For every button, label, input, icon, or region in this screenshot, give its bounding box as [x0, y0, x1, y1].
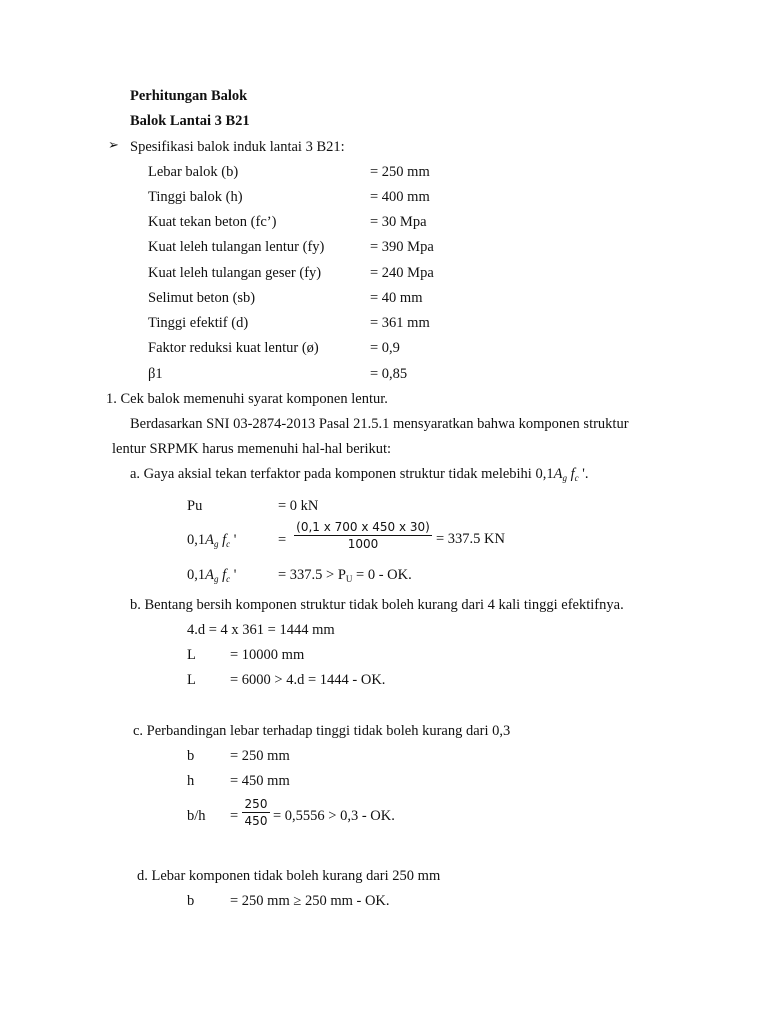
paragraph-line: lentur SRPMK harus memenuhi hal-hal berikut:	[112, 441, 392, 457]
fraction-numerator: (0,1 x 700 x 450 x 30)	[294, 520, 432, 536]
fraction-numerator: 250	[242, 797, 270, 813]
effective-depth-calc: 4.d = 4 x 361 = 1444 mm	[187, 622, 335, 638]
span-label: L	[187, 647, 196, 663]
axial-check-formula: $0,1A_g$ $f_c$ '	[187, 567, 237, 584]
spec-heading: Spesifikasi balok induk lantai 3 B21:	[130, 139, 345, 155]
spec-label: Kuat leleh tulangan geser (fy)	[148, 265, 322, 281]
spec-label: Lebar balok (b)	[148, 164, 239, 180]
axial-formula: $0,1A_g$ $f_c$ '	[187, 532, 237, 549]
spec-label: Kuat leleh tulangan lentur (fy)	[148, 239, 325, 255]
fraction-denominator: 450	[244, 814, 268, 828]
width-label: b	[187, 893, 195, 909]
ratio-label: b/h	[187, 808, 206, 824]
height-value: = 450 mm	[230, 773, 290, 789]
span-check: = 6000 > 4.d = 1444 - OK.	[230, 672, 386, 688]
criterion-b: b. Bentang bersih komponen struktur tidak boleh kurang dari 4 kali tinggi efektifnya.	[130, 597, 624, 613]
equals-sign: =	[230, 808, 239, 824]
ratio-fraction	[242, 797, 270, 828]
ratio-result: = 0,5556 > 0,3 - OK.	[273, 808, 395, 824]
document-title: Perhitungan Balok	[130, 88, 248, 104]
formula-prefix: 0,1	[187, 532, 206, 548]
spec-value: = 361 mm	[370, 315, 430, 331]
spec-label: Faktor reduksi kuat lentur (ø)	[148, 340, 319, 356]
width-value: = 250 mm	[230, 748, 290, 764]
spec-label: Tinggi balok (h)	[148, 189, 243, 205]
spec-label: Tinggi efektif (d)	[148, 315, 249, 331]
fraction-denominator: 1000	[347, 537, 379, 551]
pu-label: Pu	[187, 498, 203, 514]
spec-value: = 30 Mpa	[370, 214, 427, 230]
criterion-a-text: a. Gaya aksial tekan terfaktor pada komponen struktur tidak melebihi 0,1	[130, 466, 554, 482]
spec-label: β1	[148, 366, 163, 382]
axial-fraction	[294, 520, 432, 551]
spec-value: = 390 Mpa	[370, 239, 434, 255]
spec-label: Kuat tekan beton (fc’)	[148, 214, 277, 230]
pu-value: = 0 kN	[278, 498, 319, 514]
criterion-a: a. Gaya aksial tekan terfaktor pada komponen struktur tidak melebihi $0,1A_g$ $f_c$ '.	[130, 466, 589, 483]
width-label: b	[187, 748, 195, 764]
spec-value: = 240 Mpa	[370, 265, 434, 281]
criterion-d: d. Lebar komponen tidak boleh kurang dari 250 mm	[137, 868, 441, 884]
arrow-bullet-icon: ➢	[108, 138, 119, 153]
spec-value: = 0,85	[370, 366, 408, 382]
axial-check: = $337.5 > P_U = 0$ - OK.	[278, 567, 412, 584]
span-value: = 10000 mm	[230, 647, 305, 663]
spec-value: = 40 mm	[370, 290, 423, 306]
spec-value: = 400 mm	[370, 189, 430, 205]
paragraph-line: Berdasarkan SNI 03-2874-2013 Pasal 21.5.1 mensyaratkan bahwa komponen struktur	[130, 416, 629, 432]
width-check: = 250 mm ≥ 250 mm - OK.	[230, 893, 390, 909]
spec-value: = 0,9	[370, 340, 400, 356]
span-label: L	[187, 672, 196, 688]
criterion-c: c. Perbandingan lebar terhadap tinggi tidak boleh kurang dari 0,3	[133, 723, 511, 739]
equals-sign: =	[278, 532, 287, 548]
height-label: h	[187, 773, 195, 789]
spec-value: = 250 mm	[370, 164, 430, 180]
document-subtitle: Balok Lantai 3 B21	[130, 113, 250, 129]
spec-label: Selimut beton (sb)	[148, 290, 256, 306]
numbered-item-1: 1. Cek balok memenuhi syarat komponen lentur.	[106, 391, 388, 407]
fraction-result: = 337.5 KN	[436, 531, 505, 547]
